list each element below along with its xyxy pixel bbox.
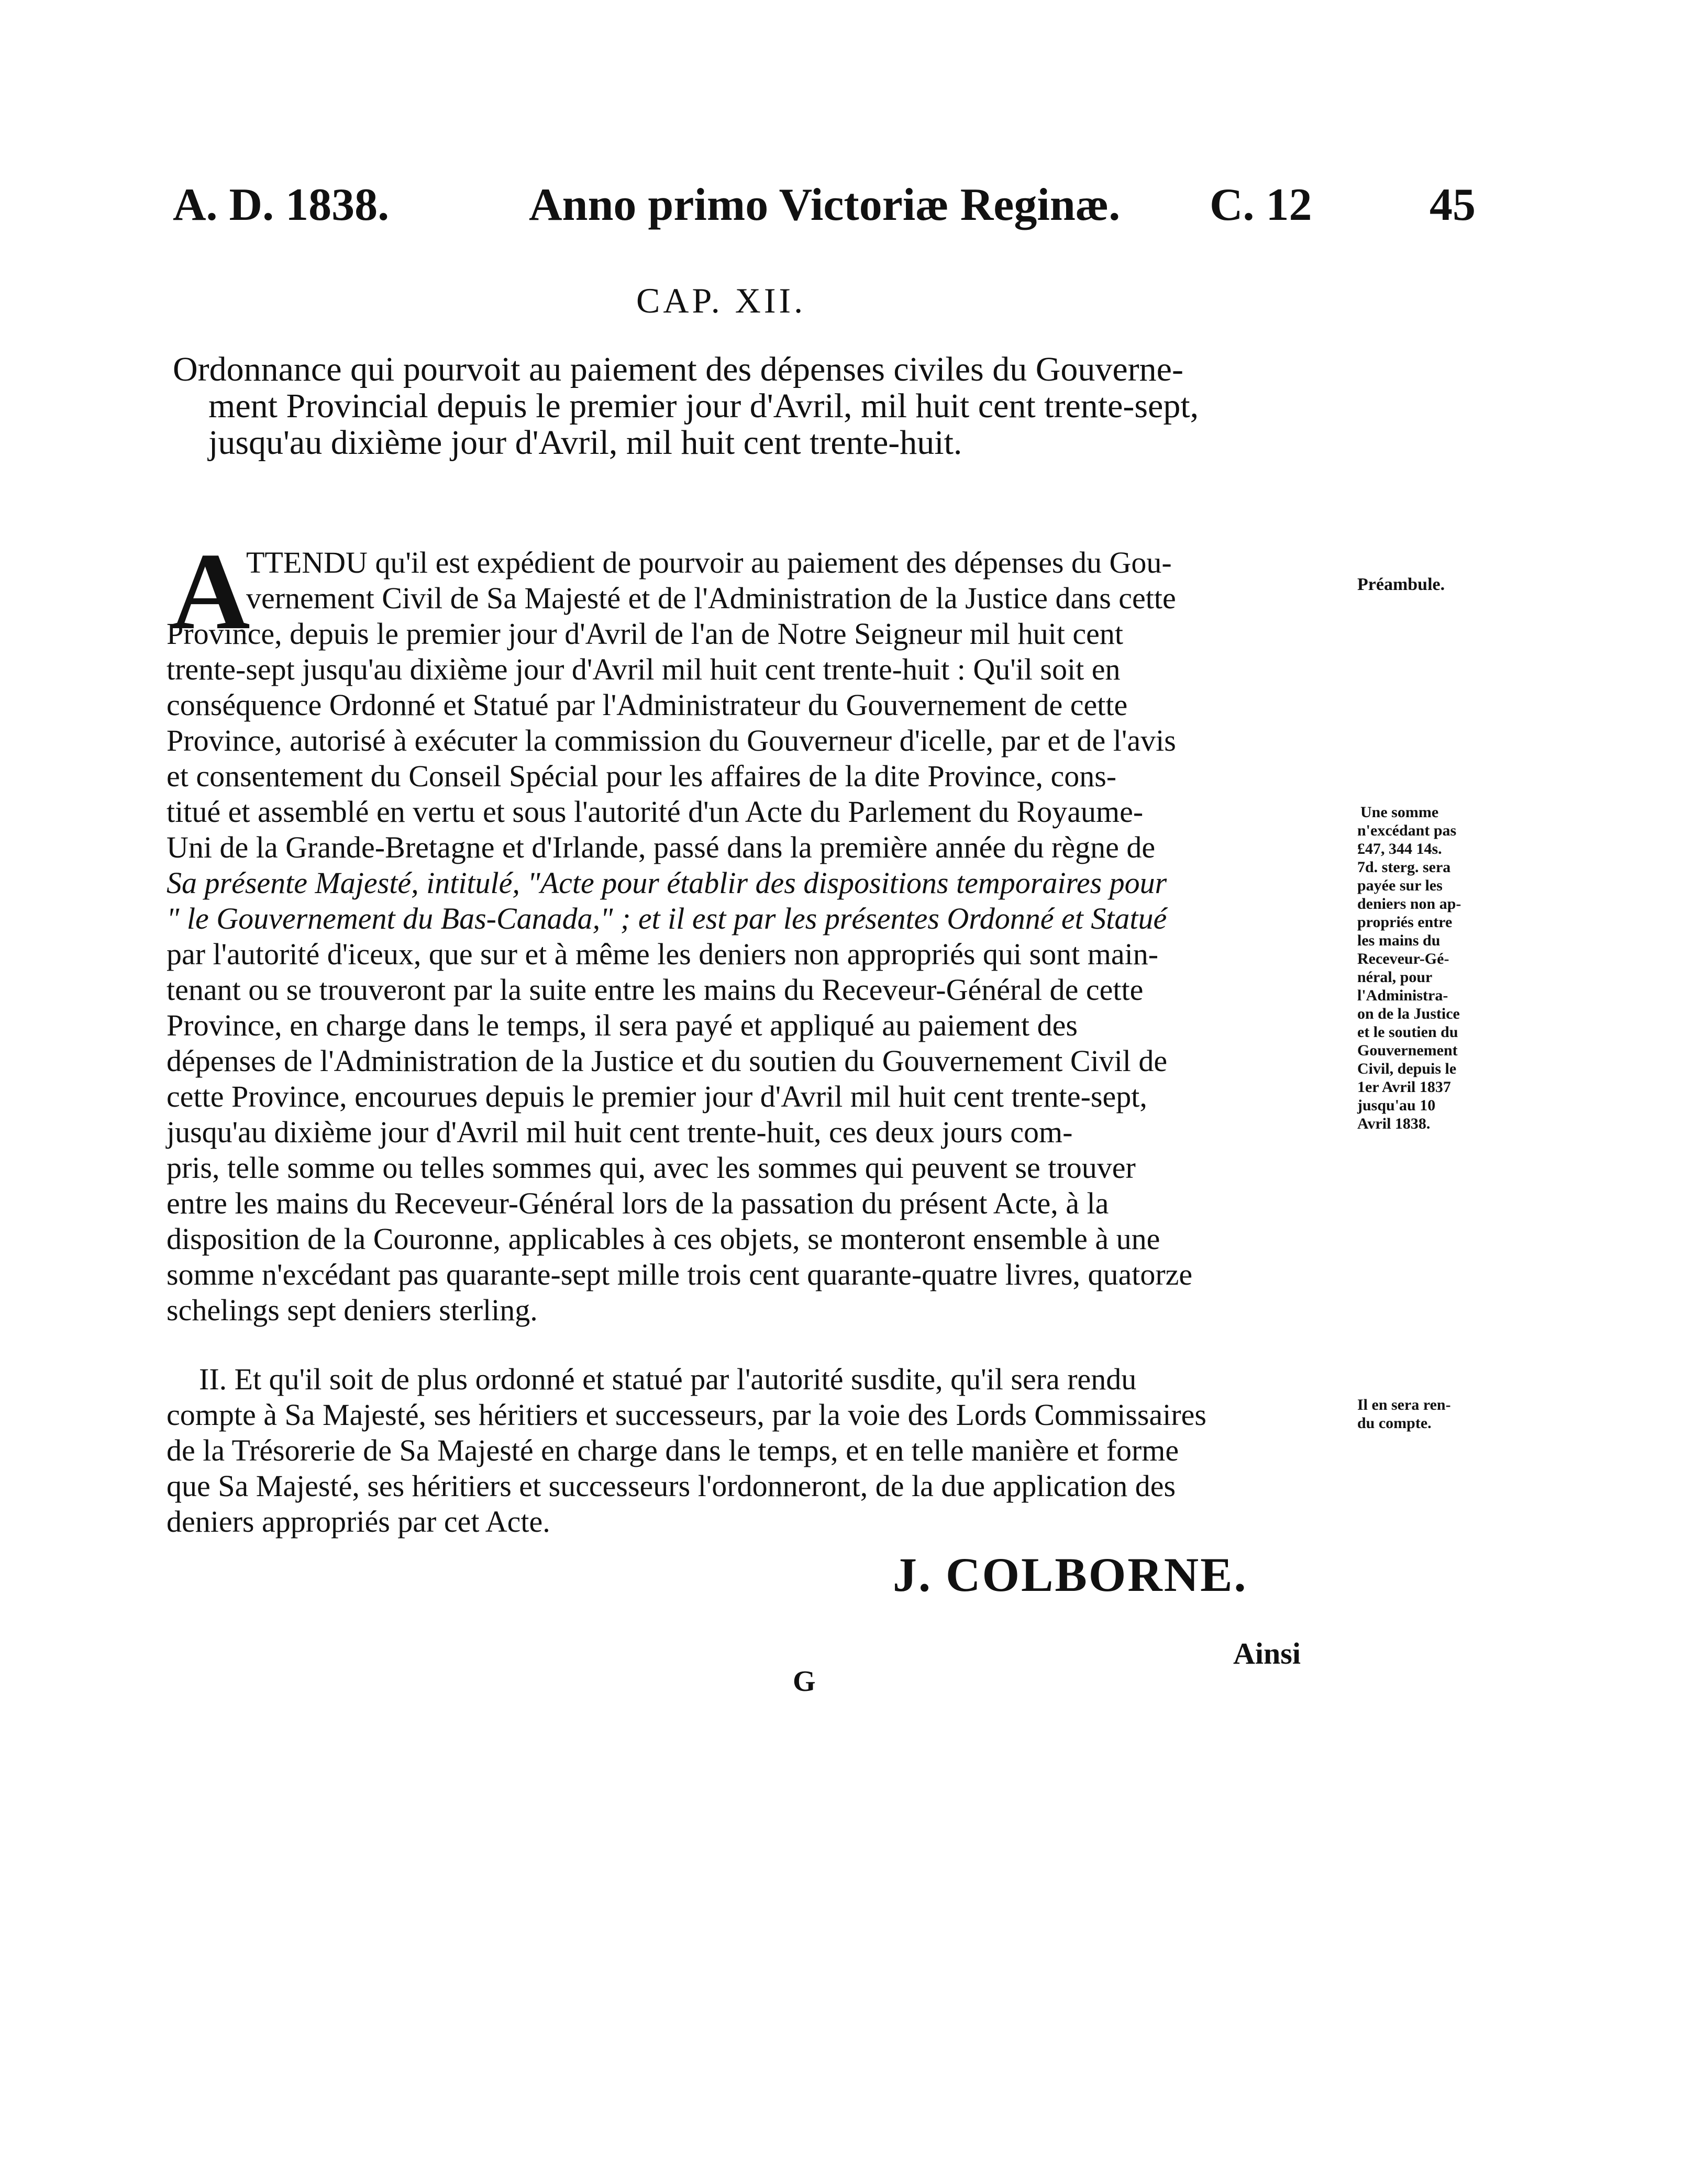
header-year: A. D. 1838. xyxy=(173,180,390,230)
preamble-line: schelings sept deniers sterling. xyxy=(167,1293,538,1327)
preamble-line: Sa présente Majesté, intitulé, "Acte pour établir des dispositions temporaires pour xyxy=(167,866,1167,900)
margin-note-line: Avril 1838. xyxy=(1357,1115,1431,1132)
preamble-line: Province, autorisé à exécuter la commission du Gouverneur d'icelle, par et de l'avis xyxy=(167,723,1176,757)
section-two-line: II. Et qu'il soit de plus ordonné et statué par l'autorité susdite, qu'il sera rendu xyxy=(199,1362,1137,1396)
preamble-line: disposition de la Couronne, applicables à ces objets, se monteront ensemble à une xyxy=(167,1222,1160,1256)
margin-note-line: n'excédant pas xyxy=(1357,822,1457,839)
preamble-line: Uni de la Grande-Bretagne et d'Irlande, passé dans la première année du règne de xyxy=(167,830,1156,864)
header-title: Anno primo Victoriæ Reginæ. xyxy=(529,180,1121,230)
drop-cap: A xyxy=(171,531,250,652)
margin-note-line: Receveur-Gé- xyxy=(1357,950,1449,967)
section-two-line: que Sa Majesté, ses héritiers et successeurs l'ordonneront, de la due application des xyxy=(167,1469,1176,1503)
preamble-line: tenant ou se trouveront par la suite entre les mains du Receveur-Général de cette xyxy=(167,973,1144,1007)
preamble-line: " le Gouvernement du Bas-Canada," ; et il est par les présentes Ordonné et Statué xyxy=(167,901,1167,935)
section-two-line: deniers appropriés par cet Acte. xyxy=(167,1505,550,1539)
margin-note-line: l'Administra- xyxy=(1357,987,1448,1004)
margin-note-line: Gouvernement xyxy=(1357,1042,1458,1059)
margin-note-preambule: Préambule. xyxy=(1357,575,1445,594)
margin-note-line: Une somme xyxy=(1360,804,1439,821)
preamble-line: titué et assemblé en vertu et sous l'autorité d'un Acte du Parlement du Royaume- xyxy=(167,795,1144,829)
preamble-line: par l'autorité d'iceux, que sur et à même les deniers non appropriés qui sont main- xyxy=(167,937,1159,971)
margin-note-line: payée sur les xyxy=(1357,877,1443,894)
chapter-heading: CAP. XII. xyxy=(636,281,806,320)
margin-note-line: £47, 344 14s. xyxy=(1357,840,1442,857)
ordinance-title-line: jusqu'au dixième jour d'Avril, mil huit cent trente-huit. xyxy=(208,424,962,462)
ordinance-title-line: ment Provincial depuis le premier jour d'Avril, mil huit cent trente-sept, xyxy=(208,387,1199,425)
margin-note-line: on de la Justice xyxy=(1357,1005,1460,1022)
preamble-line: vernement Civil de Sa Majesté et de l'Administration de la Justice dans cette xyxy=(246,581,1176,615)
margin-note-line: néral, pour xyxy=(1357,968,1433,986)
margin-note-line: et le soutien du xyxy=(1357,1023,1458,1041)
preamble-line: cette Province, encourues depuis le premier jour d'Avril mil huit cent trente-sept, xyxy=(167,1079,1147,1113)
preamble-line: conséquence Ordonné et Statué par l'Administrateur du Gouvernement de cette xyxy=(167,688,1128,722)
catchword: Ainsi xyxy=(1233,1636,1301,1670)
margin-note-line: les mains du xyxy=(1357,932,1441,949)
margin-note-line: propriés entre xyxy=(1357,913,1453,931)
section-two-line: de la Trésorerie de Sa Majesté en charge dans le temps, et en telle manière et forme xyxy=(167,1433,1179,1467)
margin-note-line: jusqu'au 10 xyxy=(1357,1097,1436,1114)
signature-mark: G xyxy=(793,1665,816,1698)
preamble-line: Province, en charge dans le temps, il sera payé et appliqué au paiement des xyxy=(167,1008,1078,1042)
margin-note-line: Civil, depuis le xyxy=(1357,1060,1457,1077)
margin-note-line: du compte. xyxy=(1357,1414,1432,1432)
preamble-line: dépenses de l'Administration de la Justice et du soutien du Gouvernement Civil de xyxy=(167,1044,1168,1078)
preamble-line: trente-sept jusqu'au dixième jour d'Avril mil huit cent trente-huit : Qu'il soit en xyxy=(167,652,1121,686)
preamble-first-line-rest: qu'il est expédient de pourvoir au paiement des dépenses du Gou- xyxy=(367,545,1172,580)
ordinance-title-line: Ordonnance qui pourvoit au paiement des dépenses civiles du Gouverne- xyxy=(173,350,1183,388)
preamble-line: pris, telle somme ou telles sommes qui, avec les sommes qui peuvent se trouver xyxy=(167,1151,1136,1185)
margin-note-line: 7d. sterg. sera xyxy=(1357,859,1451,876)
section-two-line: compte à Sa Majesté, ses héritiers et successeurs, par la voie des Lords Commissaires xyxy=(167,1398,1206,1432)
preamble-line: jusqu'au dixième jour d'Avril mil huit cent trente-huit, ces deux jours com- xyxy=(167,1115,1073,1149)
signature: J. COLBORNE. xyxy=(893,1548,1248,1601)
margin-note-line: 1er Avril 1837 xyxy=(1357,1078,1451,1096)
preamble-first-line xyxy=(246,547,1172,579)
preamble-line: entre les mains du Receveur-Général lors de la passation du présent Acte, à la xyxy=(167,1186,1109,1220)
preamble-line: Province, depuis le premier jour d'Avril de l'an de Notre Seigneur mil huit cent xyxy=(167,617,1123,651)
header-page-number: 45 xyxy=(1430,180,1476,230)
preamble-first-word: TTENDU xyxy=(246,545,368,580)
header-chapter: C. 12 xyxy=(1210,180,1312,230)
margin-note-line: deniers non ap- xyxy=(1357,895,1461,912)
margin-note-line: Il en sera ren- xyxy=(1357,1396,1451,1413)
preamble-line: somme n'excédant pas quarante-sept mille trois cent quarante-quatre livres, quatorze xyxy=(167,1257,1193,1291)
preamble-line: et consentement du Conseil Spécial pour les affaires de la dite Province, cons- xyxy=(167,759,1117,793)
